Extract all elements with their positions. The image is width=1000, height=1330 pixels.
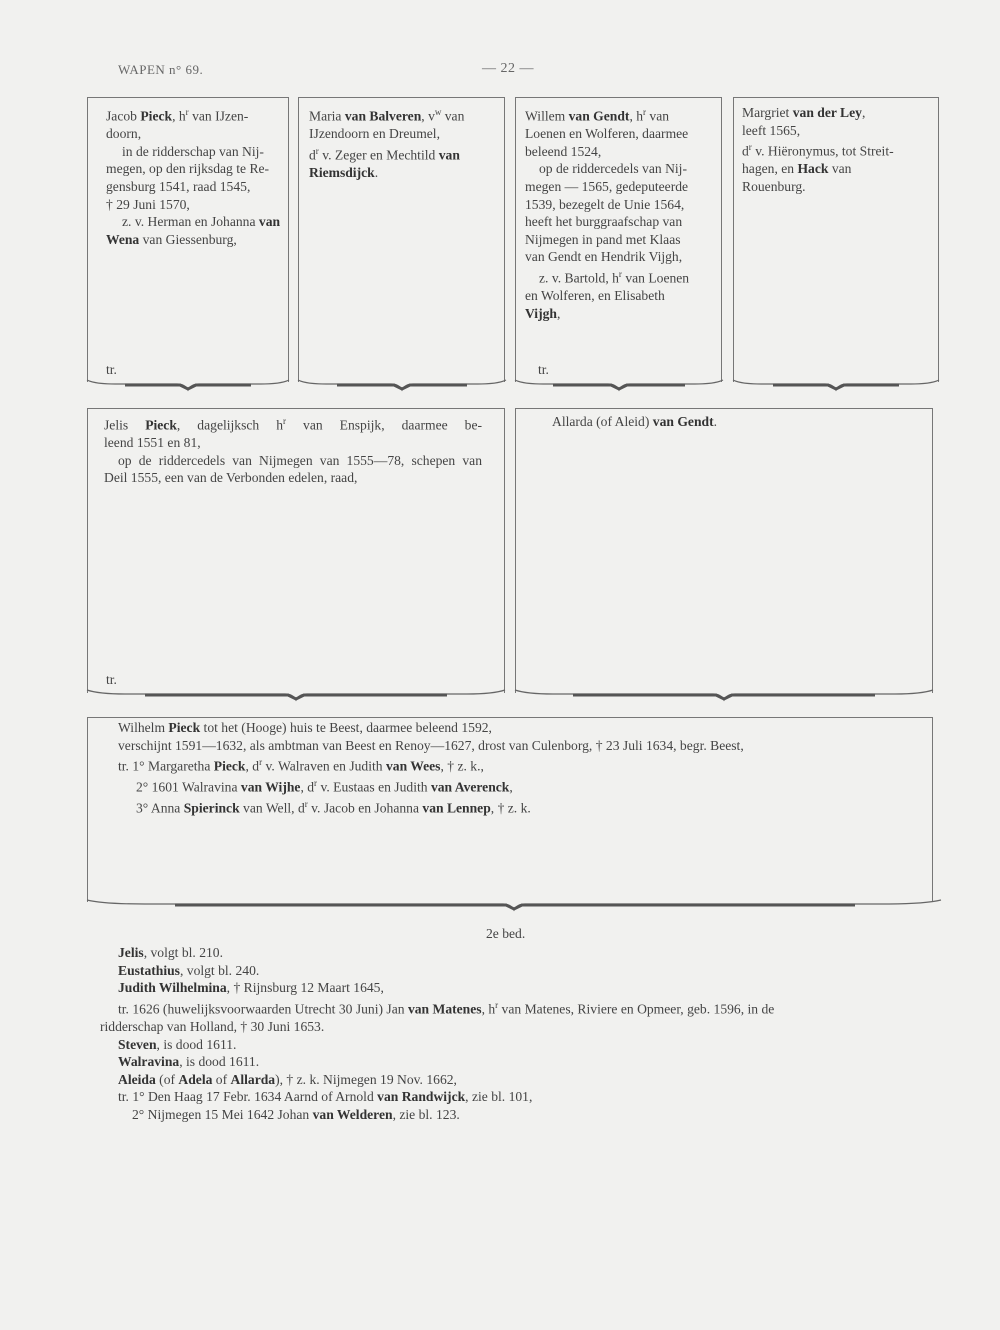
brace-row2 <box>85 682 945 712</box>
text-line: z. v. Bartold, $h^r$ van Loenen <box>539 268 690 286</box>
text-line: beleend 1524, <box>525 143 602 159</box>
text-line: tr. 1° Margaretha Pieck, $d^r$ v. Walraven en Judith van Wees, † z. k., <box>118 757 484 774</box>
text-line: op de riddercedels van Nij- <box>539 161 687 177</box>
text-line: Deil 1555, een van de Verbonden edelen, raad, <box>104 470 358 486</box>
text-line: megen, op den rijksdag te Re- <box>106 161 270 177</box>
text-line: Judith Wilhelmina, † Rijnsburg 12 Maart 1645, <box>118 980 384 996</box>
text-line: Steven, is dood 1611. <box>118 1036 237 1052</box>
text-line: leend 1551 en 81, <box>104 435 201 451</box>
text-line: Rouenburg. <box>742 178 806 194</box>
text-line: $d^r$ v. Hiëronymus, tot Streit- <box>742 142 894 159</box>
text-line: megen — 1565, gedeputeerde <box>525 178 689 194</box>
text-line: 2° Nijmegen 15 Mei 1642 Johan van Welderen, zie bl. 123. <box>132 1106 460 1122</box>
text-line: z. v. Herman en Johanna van <box>122 214 281 230</box>
text-line: Allarda (of Aleid) van Gendt. <box>552 414 718 429</box>
text-line: op de riddercedels van Nijmegen van 1555—78, schepen van <box>118 452 482 468</box>
text-line: Jacob Pieck, $h^r$ van IJzen- <box>106 107 249 124</box>
text-line: Margriet van der Ley, <box>742 105 866 120</box>
text-line: verschijnt 1591—1632, als ambtman van Beest en Renoy—1627, drost van Culenborg, † 23 Juli 1634, begr. Beest, <box>118 737 744 753</box>
text-line: 3° Anna Spierinck van Well, $d^r$ v. Jacob en Johanna van Lennep, † z. k. <box>136 799 531 816</box>
text-line: van Gendt en Hendrik Vijgh, <box>525 249 683 265</box>
text-line: † 29 Juni 1570, <box>106 196 190 212</box>
text-line: 2° 1601 Walravina van Wijhe, $d^r$ v. Eustaas en Judith van Averenck, <box>136 778 513 795</box>
box-jelis-pieck-tr: tr. <box>106 672 117 687</box>
text-line: Wena van Giessenburg, <box>106 231 237 247</box>
box-wilhelm-pieck-text <box>118 719 918 818</box>
text-line: IJzendoorn en Dreumel, <box>309 126 440 142</box>
text-line: hagen, en Hack van <box>742 161 852 177</box>
text-line: $d^r$ v. Zeger en Mechtild van <box>309 145 460 163</box>
text-line: in de ridderschap van Nij- <box>122 143 264 159</box>
text-line: ridderschap van Holland, † 30 Juni 1653. <box>100 1018 325 1034</box>
text-line: Jelis Pieck, dagelijksch $h^r$ van Enspijk, daarmee be- <box>104 416 483 433</box>
box-allarda-van-gendt <box>515 408 933 693</box>
children-list <box>100 944 920 1123</box>
brace-row3 <box>85 892 945 922</box>
text-line: Riemsdijck. <box>309 164 379 180</box>
second-marriage-label: 2e bed. <box>486 926 526 941</box>
text-line: Maria van Balveren, $v^w$ van <box>309 107 465 124</box>
text-line: leeft 1565, <box>742 122 801 138</box>
text-line: Willem van Gendt, $h^r$ van <box>525 107 670 124</box>
text-line: tr. 1626 (huwelijksvoorwaarden Utrecht 30 Juni) Jan van Matenes, $h^r$ van Matenes, Riviere en Opmeer, geb. 1596, in de <box>118 999 775 1017</box>
box-willem-van-gendt-text <box>525 104 715 322</box>
text-line: Wilhelm Pieck tot het (Hooge) huis te Beest, daarmee beleend 1592, <box>118 720 492 735</box>
page-number: — 22 — <box>482 61 534 76</box>
box-margriet-van-der-ley-text <box>742 104 932 196</box>
box-willem-van-gendt-tr: tr. <box>538 362 549 377</box>
box-jacob-pieck-tr: tr. <box>106 362 117 377</box>
text-line: Eustathius, volgt bl. 240. <box>118 962 260 978</box>
text-line: 1539, bezegelt de Unie 1564, <box>525 196 685 212</box>
brace-row1 <box>85 372 945 402</box>
text-line: heeft het burggraafschap van <box>525 214 683 230</box>
text-line: gensburg 1541, raad 1545, <box>106 178 251 194</box>
text-line: Walravina, is dood 1611. <box>118 1054 260 1070</box>
text-line: Vijgh, <box>525 305 561 321</box>
box-jacob-pieck-text <box>106 104 282 248</box>
text-line: Aleida (of Adela of Allarda), † z. k. Nijmegen 19 Nov. 1662, <box>118 1071 457 1087</box>
text-line: tr. 1° Den Haag 17 Febr. 1634 Aarnd of Arnold van Randwijck, zie bl. 101, <box>118 1089 533 1105</box>
text-line: doorn, <box>106 126 142 142</box>
running-header-left: WAPEN n° 69. <box>118 62 204 77</box>
text-line: Nijmegen in pand met Klaas <box>525 231 681 247</box>
box-allarda-van-gendt-text <box>552 413 912 431</box>
text-line: en Wolferen, en Elisabeth <box>525 288 665 303</box>
text-line: Loenen en Wolferen, daarmee <box>525 126 689 142</box>
text-line: Jelis, volgt bl. 210. <box>118 945 223 960</box>
box-jelis-pieck-text <box>104 413 482 487</box>
box-maria-van-balveren-text <box>309 104 499 181</box>
